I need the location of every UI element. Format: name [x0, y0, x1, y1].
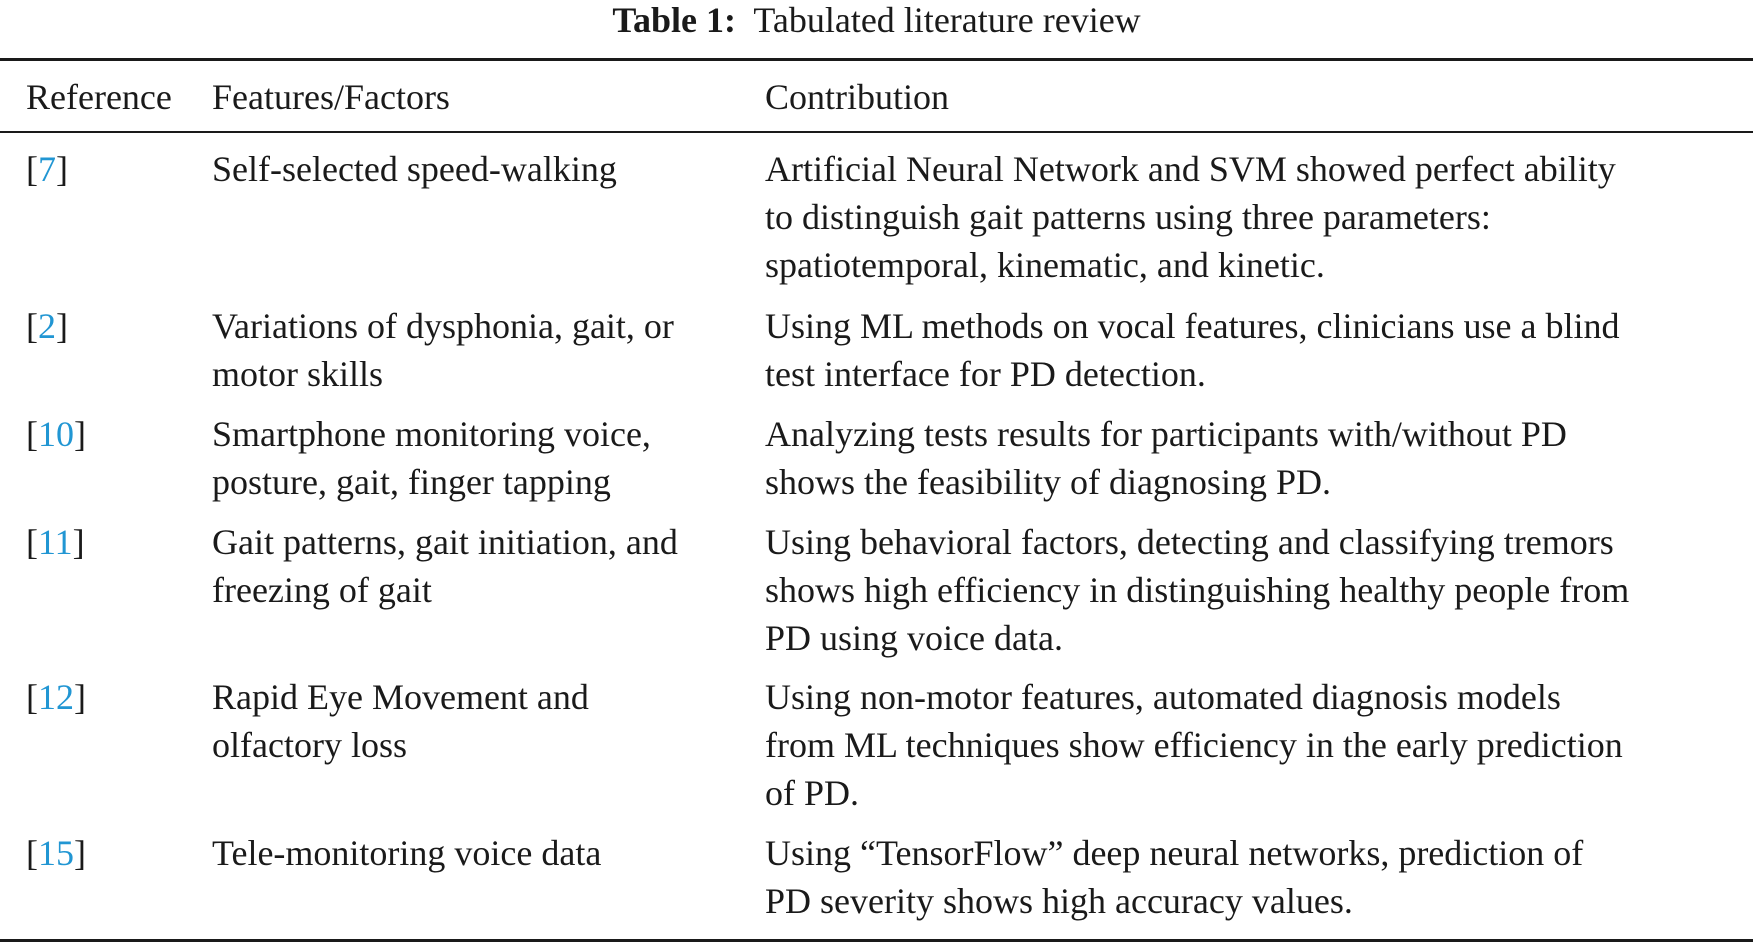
table-row-contribution: PD severity shows high accuracy values. — [765, 881, 1353, 921]
table-row-contribution: PD using voice data. — [765, 618, 1063, 658]
header-reference: Reference — [26, 77, 172, 117]
table-row-contribution: Using non-motor features, automated diagnosis models — [765, 677, 1561, 717]
table-row-reference: [2] — [26, 306, 68, 346]
citation-link[interactable]: 12 — [38, 677, 74, 717]
table-title: Tabulated literature review — [753, 0, 1141, 40]
table-row-reference: [10] — [26, 414, 86, 454]
citation-link[interactable]: 7 — [38, 149, 56, 189]
table-row-reference: [15] — [26, 833, 86, 873]
table-label: Table 1: — [612, 0, 737, 40]
table-caption — [0, 0, 1753, 40]
table-row-contribution: Using behavioral factors, detecting and classifying tremors — [765, 522, 1614, 562]
table-row-contribution: to distinguish gait patterns using three parameters: — [765, 197, 1491, 237]
table-row-features: freezing of gait — [212, 570, 432, 610]
table-row-contribution: Analyzing tests results for participants with/without PD — [765, 414, 1567, 454]
table-row-features: Gait patterns, gait initiation, and — [212, 522, 678, 562]
citation-link[interactable]: 11 — [38, 522, 73, 562]
bottom-rule — [0, 939, 1753, 942]
top-rule — [0, 58, 1753, 61]
citation-link[interactable]: 15 — [38, 833, 74, 873]
table-row-features: Rapid Eye Movement and — [212, 677, 589, 717]
table-row-contribution: of PD. — [765, 773, 860, 813]
table-row-contribution: from ML techniques show efficiency in the early prediction — [765, 725, 1623, 765]
header-features: Features/Factors — [212, 77, 450, 117]
table-row-reference: [7] — [26, 149, 68, 189]
table-row-features: Smartphone monitoring voice, — [212, 414, 651, 454]
header-rule — [0, 131, 1753, 133]
table-row-features: Variations of dysphonia, gait, or — [212, 306, 674, 346]
table-row-reference: [12] — [26, 677, 86, 717]
table-row-contribution: Using ML methods on vocal features, clinicians use a blind — [765, 306, 1620, 346]
table-row-contribution: spatiotemporal, kinematic, and kinetic. — [765, 245, 1325, 285]
table-row-contribution: shows the feasibility of diagnosing PD. — [765, 462, 1331, 502]
table-row-features: olfactory loss — [212, 725, 407, 765]
table-row-features: Tele-monitoring voice data — [212, 833, 602, 873]
table-row-features: posture, gait, finger tapping — [212, 462, 611, 502]
table-row-contribution: shows high efficiency in distinguishing healthy people from — [765, 570, 1630, 610]
table-row-contribution: Using “TensorFlow” deep neural networks, prediction of — [765, 833, 1584, 873]
table-row-contribution: Artificial Neural Network and SVM showed perfect ability — [765, 149, 1616, 189]
table-row-features: Self-selected speed-walking — [212, 149, 617, 189]
citation-link[interactable]: 2 — [38, 306, 56, 346]
table-row-contribution: test interface for PD detection. — [765, 354, 1206, 394]
header-contribution: Contribution — [765, 77, 950, 117]
table-row-features: motor skills — [212, 354, 384, 394]
citation-link[interactable]: 10 — [38, 414, 74, 454]
table-row-reference: [11] — [26, 522, 85, 562]
